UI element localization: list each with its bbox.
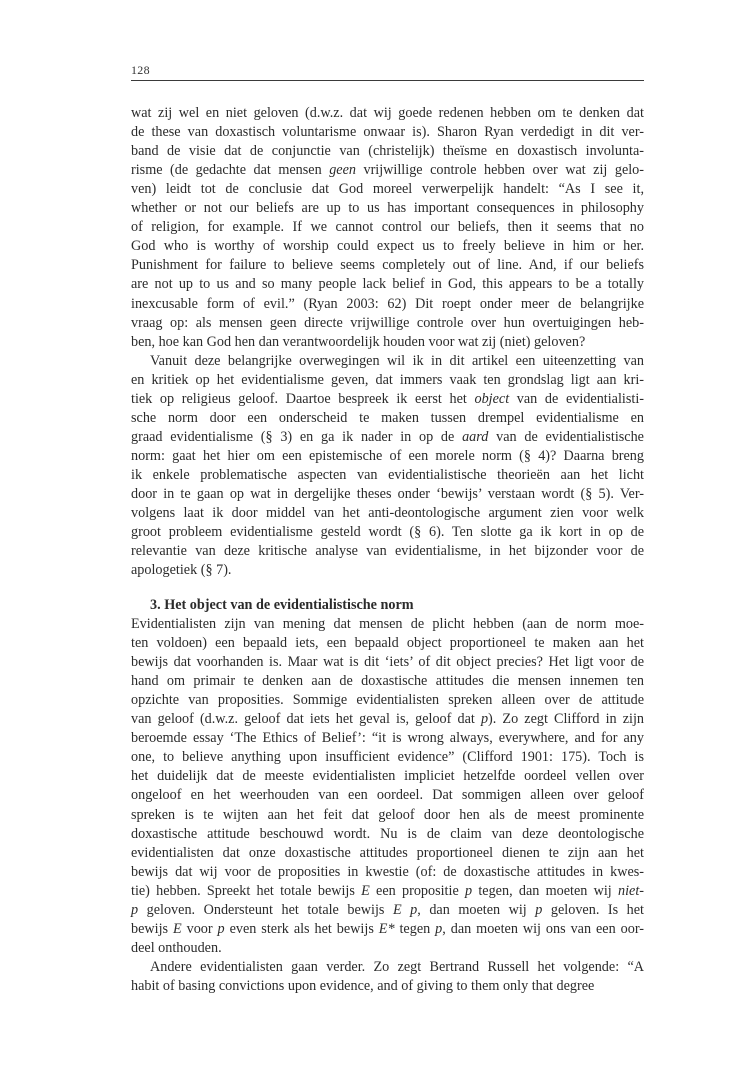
paragraph-3-line xyxy=(131,882,644,901)
paragraph-2-line xyxy=(131,428,644,447)
paragraph-1-line: God who is worthy of worship could expect us to freely believe in him or her. xyxy=(131,238,644,255)
paragraph-3-line: deel onthouden. xyxy=(131,939,222,956)
text-fragment: tie) hebben. Spreekt het totale bewijs xyxy=(131,882,362,899)
italic-fragment: object xyxy=(474,390,510,407)
paragraph-2-line: ik enkele problematische aspecten van evidentialistische theorieën aan het licht xyxy=(131,466,644,483)
text-fragment: geloven. Is het xyxy=(542,901,644,918)
text-fragment: voor xyxy=(181,920,218,937)
paragraph-3-line xyxy=(131,710,644,729)
text-fragment: tiek op religieus geloof. Daartoe bespreek ik eerst het xyxy=(131,390,475,407)
italic-fragment: p xyxy=(131,901,139,918)
paragraph-2-line: groot probleem evidentialisme gesteld wordt (§ 6). Ten slotte ga ik kort in op de xyxy=(131,523,644,540)
paragraph-3-line: bewijs dat wij voor de proposities in kwestie (of: de doxastische attitudes in kwes- xyxy=(131,863,644,880)
italic-fragment: p xyxy=(535,901,543,918)
paragraph-1-line xyxy=(131,161,644,180)
paragraph-3-line: spreken is te wijten aan het feit dat geloof door hen als de meest prominente xyxy=(131,806,644,823)
paragraph-3-line: one, to believe anything upon insufficient evidence” (Clifford 1901: 175). Toch is xyxy=(131,749,644,766)
text-fragment: geloven. Ondersteunt het totale bewijs xyxy=(138,901,393,918)
paragraph-1-line: ven) leidt tot de conclusie dat God moreel verwerpelijk handelt: “As I see it, xyxy=(131,181,644,198)
paragraph-2-line: norm: gaat het hier om een epistemische of een morele norm (§ 4)? Daarna breng xyxy=(131,447,644,464)
italic-fragment: niet- xyxy=(617,882,644,899)
italic-fragment: p xyxy=(435,920,443,937)
paragraph-1-line: de these van doxastisch voluntarisme onwaar is). Sharon Ryan verdedigt in dit ver- xyxy=(131,124,644,141)
text-fragment: tegen, dan moeten wij xyxy=(472,882,618,899)
italic-fragment: p xyxy=(217,920,225,937)
italic-fragment: aard xyxy=(462,428,489,445)
text-fragment: van de evidentialistische xyxy=(488,428,644,445)
paragraph-4-line: habit of basing convictions upon evidence, and of giving to them only that degree xyxy=(131,978,595,995)
paragraph-1-line: whether or not our beliefs are up to us has important consequences in philosophy xyxy=(131,200,644,217)
text-fragment: risme (de gedachte dat mensen xyxy=(131,162,330,179)
text-fragment: een propositie xyxy=(369,882,465,899)
paragraph-2-line: sche norm door een onderscheid te maken tussen drempel evidentialisme en xyxy=(131,409,644,426)
page-number: 128 xyxy=(131,63,150,77)
paragraph-2-line: relevantie van deze kritische analyse van evidentialisme, in het bijzonder voor de xyxy=(131,543,644,559)
paragraph-1-line: inexcusable form of evil.” (Ryan 2003: 62) Dit roept onder meer de belangrijke xyxy=(131,295,644,312)
text-fragment: , dan moeten wij xyxy=(417,901,536,918)
italic-fragment: E p xyxy=(392,901,418,918)
text-fragment: van geloof (d.w.z. geloof dat iets het geval is, geloof dat xyxy=(131,711,481,728)
paragraph-4-line: Andere evidentialisten gaan verder. Zo zegt Bertrand Russell het volgende: “A xyxy=(150,959,644,975)
paragraph-1-line: are not up to us and so many people lack belief in God, this appears to be a totally xyxy=(131,276,644,293)
section-heading: 3. Het object van de evidentialistische norm xyxy=(150,597,414,613)
text-fragment: , dan moeten wij ons van een oor- xyxy=(442,920,644,937)
paragraph-1-line: vraag op: als mensen geen directe vrijwillige controle over hun overtuigingen heb- xyxy=(131,314,644,331)
paragraph-3-line: beroemde essay ‘The Ethics of Belief’: “it is wrong always, everywhere, and for any xyxy=(131,730,644,747)
paragraph-3-line: evidentialisten dat onze doxastische attitudes proportioneel dienen te zijn aan het xyxy=(131,844,644,861)
italic-fragment: geen xyxy=(329,162,356,179)
paragraph-1-line: band de visie dat de conjunctie van (christelijk) theïsme en doxastisch involunta- xyxy=(131,143,644,160)
paragraph-3-line xyxy=(131,901,644,920)
italic-fragment: p xyxy=(465,882,473,899)
text-fragment: graad evidentialisme (§ 3) en ga ik nader in op de xyxy=(131,428,463,445)
paragraph-3-line: doxastische attitude beschouwd wordt. Nu is de claim van deze deontologische xyxy=(131,825,644,842)
italic-fragment: E xyxy=(361,882,370,899)
paragraph-3-line: opzichte van proposities. Sommige evidentialisten spreken alleen over de attitude xyxy=(131,692,644,709)
text-fragment: bewijs xyxy=(131,920,173,937)
italic-fragment: p xyxy=(480,711,489,728)
text-fragment: tegen xyxy=(394,920,436,937)
paragraph-1-line: ben, hoe kan God hen dan verantwoordelijk houden voor wat zij (niet) geloven? xyxy=(131,333,586,350)
paragraph-3-line: hand om primair te denken aan de doxastische attitudes die mensen innemen ten xyxy=(131,673,644,690)
text-fragment: ). Zo zegt Clifford in zijn xyxy=(488,711,644,728)
paragraph-2-line xyxy=(131,390,644,409)
paragraph-1-line: wat zij wel en niet geloven (d.w.z. dat wij goede redenen hebben om te denken dat xyxy=(131,105,644,121)
paragraph-2-line: door in te gaan op wat in dergelijke theses onder ‘bewijs’ verstaan wordt (§ 5). Ver- xyxy=(131,485,644,502)
header-rule xyxy=(131,80,644,81)
paragraph-1-line: of religion, for example. If we cannot control our beliefs, then it seems that no xyxy=(131,219,644,236)
text-fragment: van de evidentialisti- xyxy=(509,390,644,407)
paragraph-1-line: Punishment for failure to believe seems completely out of line. And, if our beliefs xyxy=(131,257,644,274)
paragraph-3-line: ten voldoen) een bepaald iets, een bepaald object proportioneel te maken aan het xyxy=(131,635,644,652)
paragraph-3-line: ongeloof en het weerhouden van een oordeel. Dat sommigen alleen over geloof xyxy=(131,787,644,804)
paragraph-2-line: volgens laat ik door middel van het anti-deontologische argument zien voor welk xyxy=(131,504,644,521)
paragraph-3-line: het duidelijk dat de meeste evidentialisten impliciet hetzelfde oordeel vellen over xyxy=(131,768,644,785)
paragraph-2-line: en kritiek op het evidentialisme geven, dat immers vaak ten grondslag ligt aan kri- xyxy=(131,371,644,388)
italic-fragment: E xyxy=(172,920,182,937)
paragraph-3-line: Evidentialisten zijn van mening dat mensen de plicht hebben (aan de norm moe- xyxy=(131,616,644,632)
text-fragment: even sterk als het bewijs xyxy=(224,920,379,937)
paragraph-3-line: bewijs dat voorhanden is. Maar wat is dit ‘iets’ of dit object precies? Het ligt voor de xyxy=(131,654,644,671)
paragraph-3-line xyxy=(131,920,644,939)
italic-fragment: E* xyxy=(378,920,395,937)
text-fragment: vrijwillige controle hebben over wat zij gelo- xyxy=(355,162,645,179)
paragraph-2-line: Vanuit deze belangrijke overwegingen wil ik in dit artikel een uiteenzetting van xyxy=(150,352,644,369)
paragraph-2-line: apologetiek (§ 7). xyxy=(131,562,232,579)
